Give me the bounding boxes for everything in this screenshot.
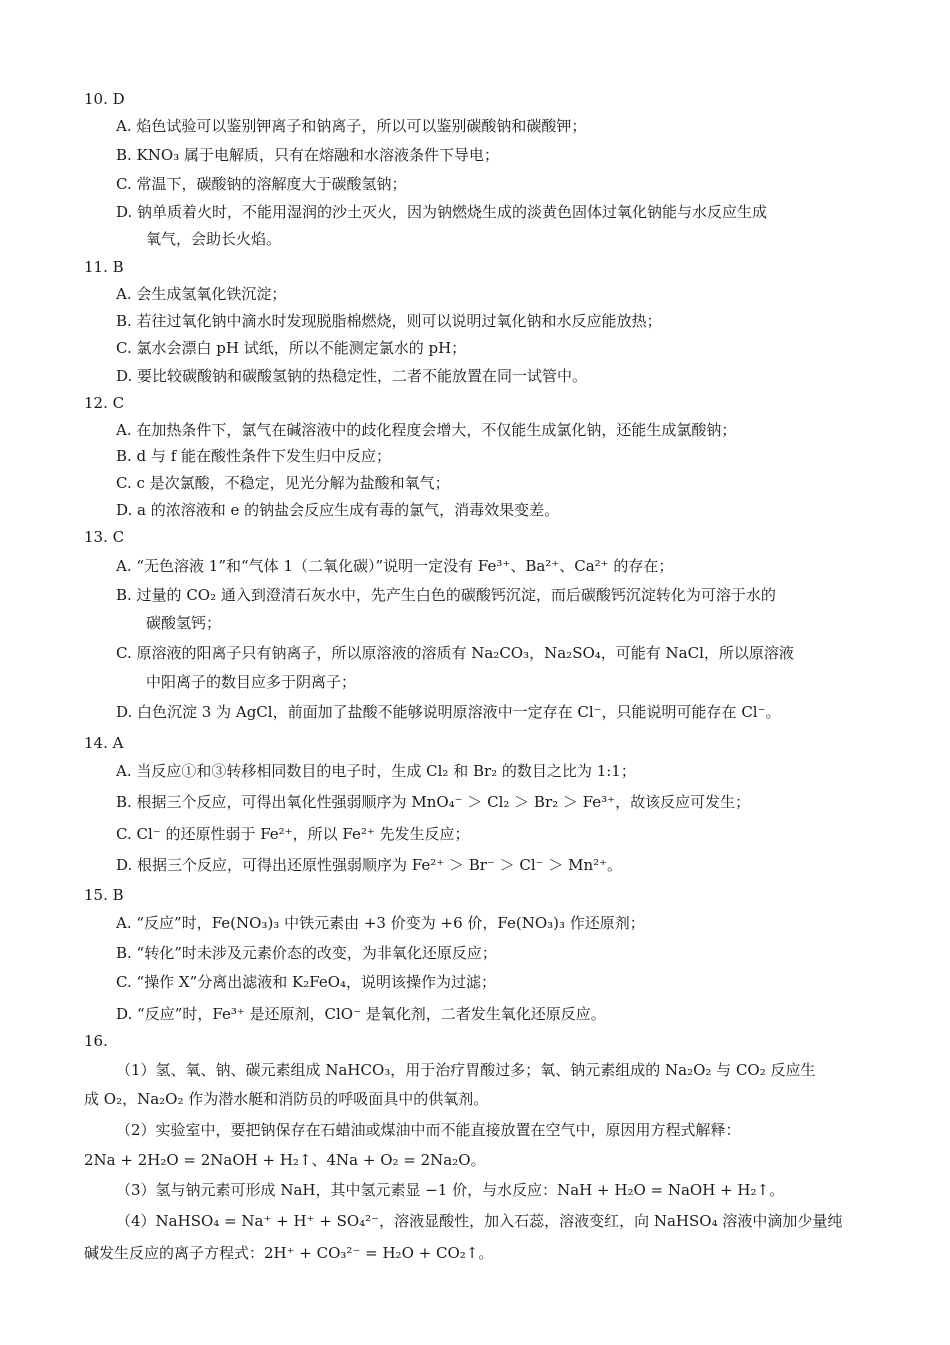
option-b: B. d 与 f 能在酸性条件下发生归中反应；: [116, 447, 392, 465]
option-d-continued: 氧气，会助长火焰。: [146, 230, 282, 248]
option-a: A. “无色溶液 1”和“气体 1（二氧化碳）”说明一定没有 Fe³⁺、Ba²⁺、Ca²⁺ 的存在；: [116, 557, 674, 575]
option-c: C. c 是次氯酸，不稳定，见光分解为盐酸和氧气；: [116, 474, 450, 492]
option-b: B. 若往过氧化钠中滴水时发现脱脂棉燃烧，则可以说明过氧化钠和水反应能放热；: [116, 312, 662, 330]
option-d: D. 根据三个反应，可得出还原性强弱顺序为 Fe²⁺ ＞ Br⁻ ＞ Cl⁻ ＞ Mn²⁺。: [116, 856, 623, 874]
answer-part-1: （1）氢、氧、钠、碳元素组成 NaHCO₃，用于治疗胃酸过多；氧、钠元素组成的 Na₂O₂ 与 CO₂ 反应生: [116, 1061, 816, 1079]
question-header: 14. A: [84, 734, 124, 752]
option-d: D. 钠单质着火时，不能用湿润的沙土灭火，因为钠燃烧生成的淡黄色固体过氧化钠能与水反应生成: [116, 203, 768, 221]
answer-part-4-continued: 碱发生反应的离子方程式：2H⁺ + CO₃²⁻ = H₂O + CO₂↑。: [84, 1244, 494, 1262]
option-c: C. Cl⁻ 的还原性弱于 Fe²⁺，所以 Fe²⁺ 先发生反应；: [116, 825, 470, 843]
option-b: B. “转化”时未涉及元素价态的改变，为非氧化还原反应；: [116, 944, 497, 962]
option-c: C. 原溶液的阳离子只有钠离子，所以原溶液的溶质有 Na₂CO₃，Na₂SO₄，可能有 NaCl，所以原溶液: [116, 644, 794, 662]
answer-part-2: （2）实验室中，要把钠保存在石蜡油或煤油中而不能直接放置在空气中，原因用方程式解释：: [116, 1121, 741, 1139]
option-a: A. 会生成氢氧化铁沉淀；: [116, 285, 287, 303]
option-c: C. 常温下，碳酸钠的溶解度大于碳酸氢钠；: [116, 175, 407, 193]
option-d: D. 要比较碳酸钠和碳酸氢钠的热稳定性，二者不能放置在同一试管中。: [116, 367, 588, 385]
question-header: 12. C: [84, 394, 125, 412]
question-header: 10. D: [84, 90, 125, 108]
option-a: A. 当反应①和③转移相同数目的电子时，生成 Cl₂ 和 Br₂ 的数目之比为 1:1；: [116, 762, 636, 780]
option-d: D. “反应”时，Fe³⁺ 是还原剂，ClO⁻ 是氧化剂，二者发生氧化还原反应。: [116, 1005, 606, 1023]
option-b: B. 过量的 CO₂ 通入到澄清石灰水中，先产生白色的碳酸钙沉淀，而后碳酸钙沉淀转化为可溶于水的: [116, 586, 776, 604]
option-b-continued: 碳酸氢钙；: [146, 614, 222, 632]
answer-part-4: （4）NaHSO₄ = Na⁺ + H⁺ + SO₄²⁻，溶液显酸性，加入石蕊，溶液变红，向 NaHSO₄ 溶液中滴加少量纯: [116, 1212, 843, 1230]
answer-part-3: （3）氢与钠元素可形成 NaH，其中氢元素显 −1 价，与水反应：NaH + H₂O = NaOH + H₂↑。: [116, 1181, 785, 1199]
option-d: D. 白色沉淀 3 为 AgCl，前面加了盐酸不能够说明原溶液中一定存在 Cl⁻，只能说明可能存在 Cl⁻。: [116, 703, 781, 721]
option-a: A. 在加热条件下，氯气在碱溶液中的歧化程度会增大，不仅能生成氯化钠，还能生成氯酸钠；: [116, 421, 737, 439]
option-c-continued: 中阳离子的数目应多于阴离子；: [146, 673, 357, 691]
option-c: C. 氯水会漂白 pH 试纸，所以不能测定氯水的 pH；: [116, 339, 467, 357]
option-c: C. “操作 X”分离出滤液和 K₂FeO₄，说明该操作为过滤；: [116, 973, 497, 991]
question-header: 15. B: [84, 886, 124, 904]
question-header: 16.: [84, 1032, 108, 1050]
option-d: D. a 的浓溶液和 e 的钠盐会反应生成有毒的氯气，消毒效果变差。: [116, 501, 560, 519]
answer-part-2-equations: 2Na + 2H₂O = 2NaOH + H₂↑、4Na + O₂ = 2Na₂O。: [84, 1151, 486, 1169]
option-b: B. 根据三个反应，可得出氧化性强弱顺序为 MnO₄⁻ ＞ Cl₂ ＞ Br₂ ＞ Fe³⁺，故该反应可发生；: [116, 793, 751, 811]
question-header: 11. B: [84, 258, 124, 276]
option-a: A. “反应”时，Fe(NO₃)₃ 中铁元素由 +3 价变为 +6 价，Fe(NO₃)₃ 作还原剂；: [116, 914, 645, 932]
answer-part-1-continued: 成 O₂，Na₂O₂ 作为潜水艇和消防员的呼吸面具中的供氧剂。: [84, 1090, 489, 1108]
question-header: 13. C: [84, 528, 125, 546]
option-a: A. 焰色试验可以鉴别钾离子和钠离子，所以可以鉴别碳酸钠和碳酸钾；: [116, 117, 587, 135]
option-b: B. KNO₃ 属于电解质，只有在熔融和水溶液条件下导电；: [116, 146, 499, 164]
